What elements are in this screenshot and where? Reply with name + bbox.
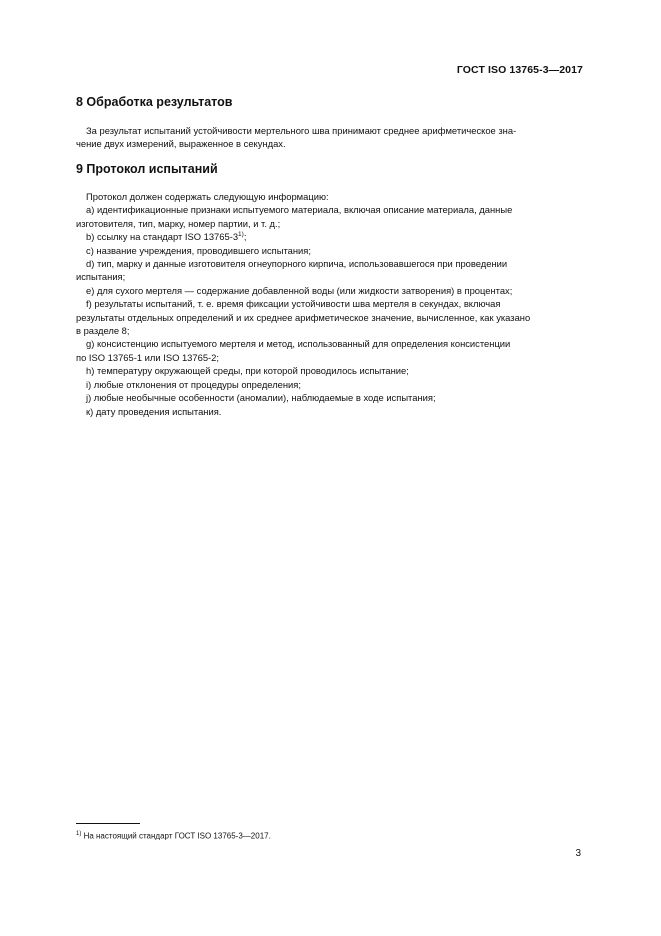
list-item-g: g) консистенцию испытуемого мертеля и метод, использованный для определения консистенции по ISO 13765-1 или ISO 13765-2; — [76, 338, 511, 363]
list-item-i: i) любые отклонения от процедуры определения; — [86, 378, 301, 390]
footnote — [76, 829, 271, 842]
list-item-a: a) идентификационные признаки испытуемого материала, включая описание материала, данные изготовителя, тип, марку, номер партии, и т. д.; — [76, 204, 513, 229]
section-9-intro: Протокол должен содержать следующую информацию: — [86, 191, 329, 202]
footnote-text: На настоящий стандарт ГОСТ ISO 13765-3—2017. — [81, 831, 271, 841]
section-9-body — [76, 190, 582, 418]
section-9-heading: 9 Протокол испытаний — [76, 162, 218, 176]
list-item-b: b) ссылку на стандарт ISO 13765-3$^{1)}$; — [86, 231, 247, 243]
page-number: 3 — [575, 848, 581, 859]
list-item-d: d) тип, марку и данные изготовителя огнеупорного кирпича, использовавшегося при проведении испытания; — [76, 258, 508, 283]
list-item-f: f) результаты испытаний, т. е. время фиксации устойчивости шва мертеля в секундах, включая результаты отдельных определений и их среднее арифметическое значение, вычисленное, как указано в разделе 8; — [76, 298, 531, 337]
section-8-heading: 8 Обработка результатов — [76, 95, 233, 109]
standard-code: ГОСТ ISO 13765-3—2017 — [456, 64, 583, 76]
footnote-reference[interactable]: 1) — [238, 231, 244, 239]
section-8-line-2: чение двух измерений, выраженное в секундах. — [76, 138, 286, 150]
section-8-body — [76, 124, 582, 151]
list-item-e: e) для сухого мертеля — содержание добавленной воды (или жидкости затворения) в процентах; — [86, 284, 513, 296]
section-8-line-1: За результат испытаний устойчивости мертельного шва принимают среднее арифметическое зна- — [86, 125, 517, 136]
list-item-k: к) дату проведения испытания. — [86, 405, 222, 417]
list-item-h: h) температуру окружающей среды, при которой проводилось испытание; — [86, 365, 409, 377]
footnote-divider — [76, 823, 140, 824]
list-item-c: c) название учреждения, проводившего испытания; — [86, 244, 311, 256]
footnote-mark: 1) — [76, 831, 82, 837]
list-item-j: j) любые необычные особенности (аномалии), наблюдаемые в ходе испытания; — [86, 392, 436, 404]
